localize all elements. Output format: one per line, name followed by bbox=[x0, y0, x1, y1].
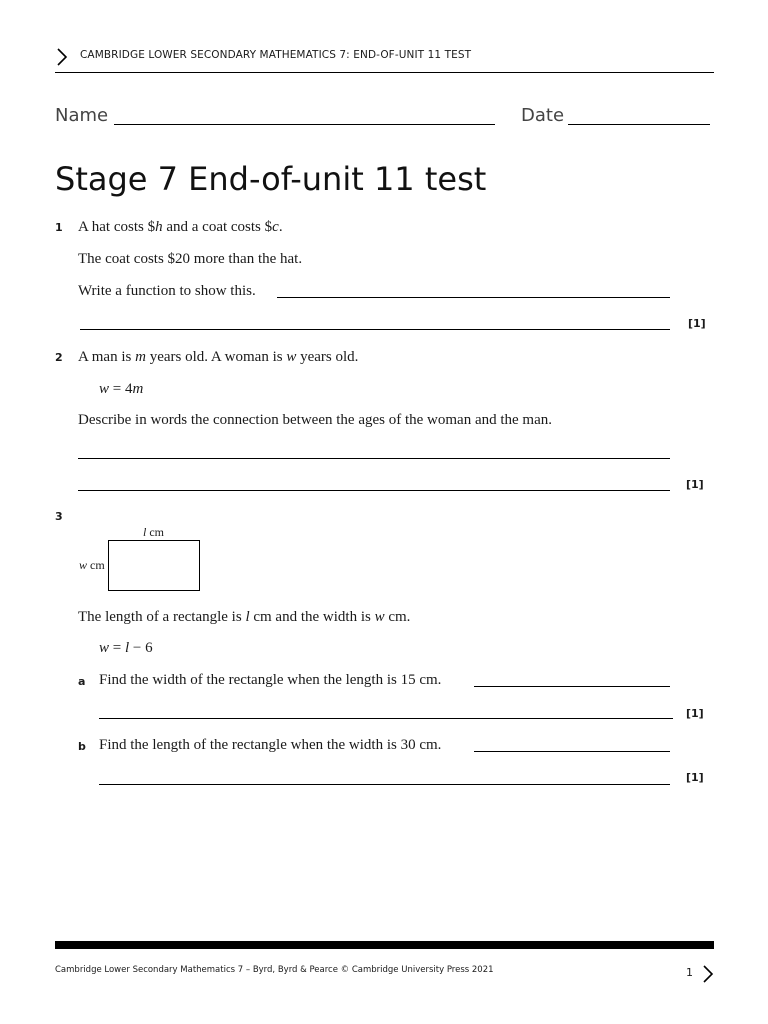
question-number: 3 bbox=[55, 510, 63, 523]
date-label: Date bbox=[521, 105, 565, 126]
page-title: Stage 7 End-of-unit 11 test bbox=[55, 160, 487, 198]
footer-copyright: Cambridge Lower Secondary Mathematics 7 – Byrd, Byrd & Pearce © Cambridge University Press 2021 bbox=[55, 965, 494, 975]
date-field[interactable] bbox=[568, 124, 710, 125]
question-number: 2 bbox=[55, 351, 63, 364]
answer-line[interactable] bbox=[99, 718, 673, 719]
question-text: The length of a rectangle is l cm and the width is w cm. bbox=[78, 609, 411, 625]
marks-label: [1] bbox=[686, 707, 704, 720]
question-text: Write a function to show this. bbox=[78, 283, 256, 299]
footer-bar bbox=[55, 941, 714, 949]
equation: w = l − 6 bbox=[99, 640, 153, 656]
answer-line[interactable] bbox=[99, 784, 670, 785]
answer-line[interactable] bbox=[78, 490, 670, 491]
question-text: Find the length of the rectangle when the width is 30 cm. bbox=[99, 737, 442, 753]
name-label: Name bbox=[55, 105, 109, 126]
question-number: 1 bbox=[55, 221, 63, 234]
marks-label: [1] bbox=[686, 478, 704, 491]
answer-line[interactable] bbox=[474, 686, 670, 687]
part-label: a bbox=[78, 675, 86, 688]
marks-label: [1] bbox=[686, 771, 704, 784]
page-number: 1 bbox=[686, 966, 693, 979]
chevron-right-icon[interactable] bbox=[700, 964, 716, 984]
question-text: Find the width of the rectangle when the length is 15 cm. bbox=[99, 672, 442, 688]
answer-line[interactable] bbox=[277, 297, 670, 298]
chevron-right-icon bbox=[54, 47, 70, 67]
equation: w = 4m bbox=[99, 381, 144, 397]
question-text: Describe in words the connection between the ages of the woman and the man. bbox=[78, 412, 553, 428]
question-text: The coat costs $20 more than the hat. bbox=[78, 251, 303, 267]
question-text: A hat costs $h and a coat costs $c. bbox=[78, 219, 283, 235]
header-rule bbox=[55, 72, 714, 73]
answer-line[interactable] bbox=[80, 329, 670, 330]
part-label: b bbox=[78, 740, 86, 753]
header-title: CAMBRIDGE LOWER SECONDARY MATHEMATICS 7: END-OF-UNIT 11 TEST bbox=[80, 49, 472, 61]
length-label: l cm bbox=[143, 525, 165, 539]
marks-label: [1] bbox=[688, 317, 706, 330]
rectangle-diagram bbox=[108, 540, 200, 591]
name-field[interactable] bbox=[114, 124, 495, 125]
answer-line[interactable] bbox=[474, 751, 670, 752]
question-text: A man is m years old. A woman is w years old. bbox=[78, 349, 359, 365]
width-label: w cm bbox=[79, 558, 105, 572]
answer-line[interactable] bbox=[78, 458, 670, 459]
